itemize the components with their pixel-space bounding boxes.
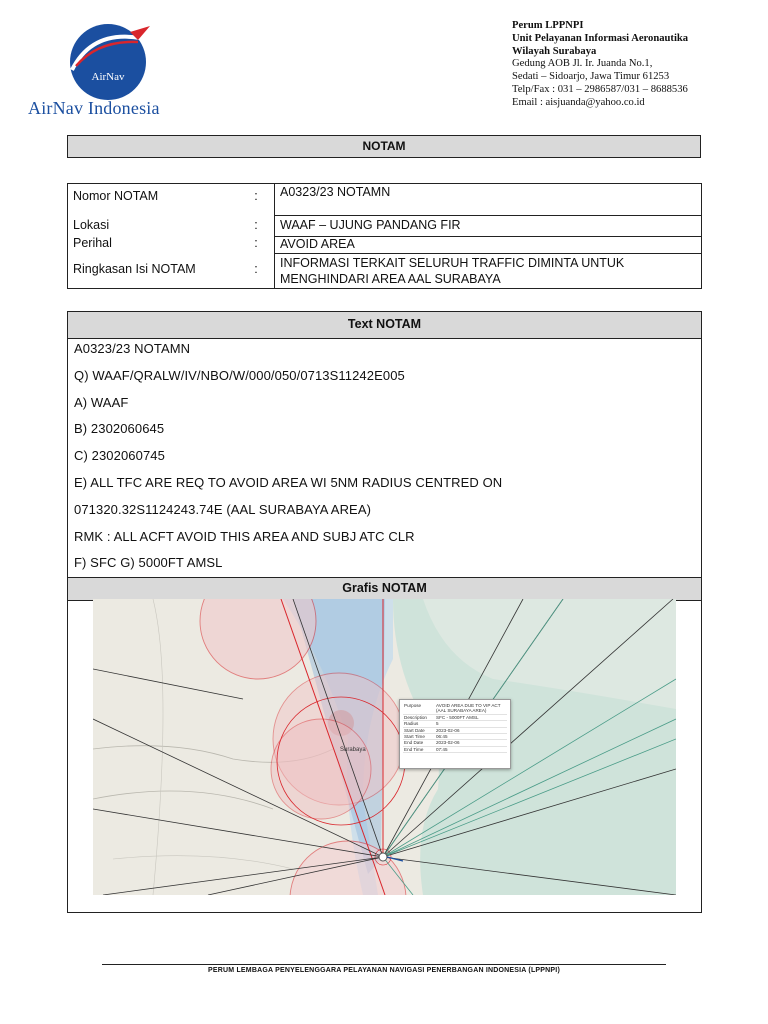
popup-value: AVOID AREA DUE TO VIP ACT (AAL SURABAYA AREA)	[435, 703, 507, 714]
popup-key: End Time	[403, 746, 435, 752]
info-colon: :	[254, 236, 258, 250]
info-label: Lokasi	[68, 215, 239, 236]
address-building: Gedung AOB Jl. Ir. Juanda No.1,	[512, 58, 653, 70]
unit-name: Unit Pelayanan Informasi Aeronautika	[512, 32, 689, 44]
popup-table	[403, 703, 507, 753]
popup-value: 07:45	[435, 746, 507, 752]
address-block	[512, 20, 757, 110]
popup-value: 2023-02-06	[435, 727, 507, 733]
notam-info-table	[67, 183, 702, 289]
info-value: INFORMASI TERKAIT SELURUH TRAFFIC DIMINTA UNTUK MENGHINDARI AREA AAL SURABAYA	[275, 253, 702, 289]
notam-line: A0323/23 NOTAMN	[74, 341, 191, 356]
text-notam-lines	[68, 339, 701, 582]
region-name: Wilayah Surabaya	[512, 45, 597, 57]
popup-value: 06:45	[435, 734, 507, 740]
emblem-text: AirNav	[91, 71, 125, 83]
notam-line: E) ALL TFC ARE REQ TO AVOID AREA WI 5NM RADIUS CENTRED ON	[74, 474, 503, 490]
info-row-perihal	[68, 236, 702, 253]
info-colon: :	[238, 253, 275, 289]
info-row-lokasi	[68, 215, 702, 236]
popup-value: 5	[435, 721, 507, 727]
popup-key: End Date	[403, 740, 435, 746]
map-info-popup	[399, 699, 511, 769]
map-graphic	[93, 599, 676, 895]
text-notam-box	[67, 311, 702, 913]
info-value: A0323/23 NOTAMN	[275, 184, 702, 216]
notam-line: Q) WAAF/QRALW/IV/NBO/W/000/050/0713S11242E005	[74, 367, 405, 383]
text-notam-heading: Text NOTAM	[68, 312, 701, 339]
logo-wordmark: AirNav Indonesia	[28, 98, 160, 118]
popup-key: Start Date	[403, 727, 435, 733]
footer-text: PERUM LEMBAGA PENYELENGGARA PELAYANAN NAVIGASI PENERBANGAN INDONESIA (LPPNPI)	[208, 967, 560, 974]
info-row-ringkasan	[68, 253, 702, 289]
popup-key: Start Time	[403, 734, 435, 740]
airnav-logo	[22, 18, 200, 122]
address-city: Sedati – Sidoarjo, Jawa Timur 61253	[512, 71, 670, 83]
info-colon: :	[254, 218, 258, 232]
notam-line: F) SFC G) 5000FT AMSL	[74, 555, 223, 571]
popup-key: Description	[403, 714, 435, 720]
notam-line: C) 2302060745	[74, 448, 165, 464]
notam-map	[93, 599, 676, 895]
info-label: Perihal	[68, 236, 239, 253]
footer-divider	[102, 964, 666, 965]
popup-key: Radius	[403, 721, 435, 727]
info-value: AVOID AREA	[275, 236, 702, 253]
notam-line: B) 2302060645	[74, 421, 165, 437]
notam-line: 071320.32S1124243.74E (AAL SURABAYA AREA)	[74, 501, 372, 517]
grafis-heading: Grafis NOTAM	[68, 577, 701, 601]
popup-value: 2023-02-06	[435, 740, 507, 746]
info-label: Nomor NOTAM	[68, 184, 239, 216]
org-name: Perum LPPNPI	[512, 20, 584, 31]
map-label-surabaya: Surabaya	[340, 747, 366, 753]
info-label: Ringkasan Isi NOTAM	[68, 253, 239, 289]
notam-line: RMK : ALL ACFT AVOID THIS AREA AND SUBJ ATC CLR	[74, 528, 415, 544]
address-phone: Telp/Fax : 031 – 2986587/031 – 8688536	[512, 83, 688, 95]
popup-key: Purpose	[403, 703, 435, 714]
info-colon: :	[238, 184, 275, 216]
address-email: Email : aisjuanda@yahoo.co.id	[512, 96, 645, 108]
notam-title: NOTAM	[67, 135, 701, 158]
airnav-emblem-icon	[22, 18, 200, 100]
popup-value: SFC - 5000FT AMSL	[435, 714, 507, 720]
info-value: WAAF – UJUNG PANDANG FIR	[275, 215, 702, 236]
notam-line: A) WAAF	[74, 394, 129, 410]
info-row-nomor	[68, 184, 702, 216]
